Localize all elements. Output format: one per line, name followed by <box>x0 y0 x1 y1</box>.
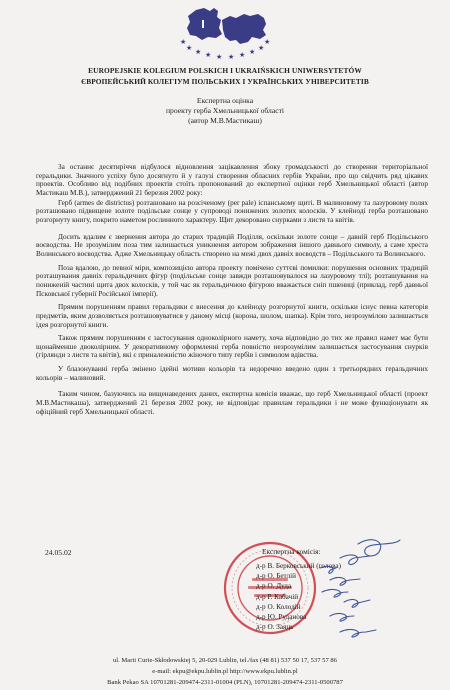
svg-text:★: ★ <box>216 53 223 61</box>
commission-member: д-р О. Бетлій <box>256 572 296 581</box>
org-name-ukrainian: ЄВРОПЕЙСЬКИЙ КОЛЕГІУМ ПОЛЬСЬКИХ І УКРАЇНСЬКИХ УНІВЕРСИТЕТІВ <box>81 77 369 86</box>
svg-text:★: ★ <box>249 48 256 56</box>
org-name-polish: EUROPEJSKIE KOLEGIUM POLSKICH I UKRAIŃSKICH UNIWERSYTETÓW <box>88 66 362 75</box>
body-paragraph: Також прямим порушенням є застосування одноколірного намету, хоча відповідно до тих же правил намет має бути щонайменше двоколірним. У декоративному оформленні герба повністю незрозумілим залишається застосування снурків (гірлянди з листя та квітів), які є приналежністю жіночого типу гербів і символом вдівства. <box>36 334 428 360</box>
commission-member: д-р Ю. Руданова <box>256 612 307 621</box>
title-line-3: (автор М.В.Мастикаш) <box>188 116 262 125</box>
commission-title: Експертна комісія: <box>262 547 321 556</box>
svg-text:★: ★ <box>180 38 187 46</box>
body-paragraph: Таким чином, базуючись на вищенаведених даних, експертна комісія вважає, що герб Хмельницької області (проект М.В.Мастикаша), затверджений 21 березня 2002 року, не відповідає правилам геральдики і не може функціонувати як офіційний герб Хмельницької області. <box>36 390 428 416</box>
svg-text:★: ★ <box>195 48 202 56</box>
footer-email: e-mail: ekpu@ekpu.lublin.pl http://www.ekpu.lublin.pl <box>152 668 298 675</box>
commission-member: д-р Р. Кабачій <box>256 592 299 601</box>
body-paragraph: Герб (armes de districtus) розташовано на розсіченому (per pale) іспанському щиті. В малиновому та лазуровому полях розташовано підвищене золоте подільське сонце у супроводі понижених золотих колосків. У клейноді герба розташовано розгорнуту книгу, покрито наметом рослинного характеру. Щит декоровано снурками з листя та квітів. <box>36 198 428 224</box>
body-paragraph: Поза вдалою, до певної міри, композицією автора проекту помічено суттєві помилки: порушення основних традицій розташування давніх геральдичних фігур (подільське сонце завжди розташовувалося на лазуровому тлі); розташування на пониженій частині щита двох колосків, у той час як геральдичною фігурою вважається сніп пшениці (приклад, герб давньої Псковської губернії Російської імперії). <box>36 263 428 298</box>
svg-text:★: ★ <box>258 44 265 52</box>
body-paragraph: У блазонуванні герба змінено ідейні мотиви кольорів та недоречно введено один з третьорядних геральдичних кольорів – малиновий. <box>36 365 428 382</box>
commission-member: д-р В. Берковський (голова) <box>256 562 341 570</box>
document-title <box>0 96 450 126</box>
svg-text:★: ★ <box>205 51 212 59</box>
footer-address: ul. Marii Curie-Skłodowskiej 5, 20-029 Lublin, tel./fax (48 81) 537 50 17, 537 57 86 <box>113 657 337 664</box>
title-line-2: проекту герба Хмельницької області <box>165 106 285 115</box>
svg-text:★: ★ <box>186 44 193 52</box>
handwritten-signatures <box>300 536 410 648</box>
svg-text:★: ★ <box>264 38 271 46</box>
body-paragraph: За останнє десятиріччя відбулося відновлення зацікавлення збоку громадськості до створення територіальної геральдики. Значного успіху було досягнуто й у галузі створення обласних гербів України, про що свідчить ряд цікавих проектів. Особливо від подібних проектів стоїть пропонований до експертної оцінки герб Хмельницької області (автор Мастикаш М.В.), затверджений 21 березня 2002 року: <box>36 163 428 197</box>
body-paragraph: Прямим порушенням правил геральдики є внесення до клейноду розгорнутої книги, оскільки існує певна категорія предметів, яким дозволяється розташовуватися у даному місці (корона, шолом, шапка). Крім того, незрозумілою залишається ідея розгорнутої книги. <box>36 303 428 329</box>
commission-member: д-р О. Заяць <box>256 623 294 632</box>
document-body <box>36 163 428 421</box>
document-date: 24.05.02 <box>45 548 72 557</box>
svg-text:★: ★ <box>239 51 246 59</box>
title-line-1: Експертна оцінка <box>196 96 254 105</box>
commission-member: д-р О. Дуда <box>256 582 292 591</box>
footer-bank: Bank Pekao SA 10701281-209474-2311-01004 (PLN), 10701281-209474-2311-0500787 <box>107 679 343 686</box>
svg-text:★: ★ <box>228 53 235 61</box>
europe-map-stars-logo <box>178 2 274 64</box>
body-paragraph: Досить вдалим є звернення автора до старих традицій Поділля, оскільки золоте сонце – давній герб Подільського воєводства. Не зрозумілим поза тим залишається уникнення автором зображення іншого давнього символу, а саме хреста Волинського воєводства. Адже Хмельницьку область створено на межі двох давніх воєводств – Подільського та Волинського. <box>36 232 428 258</box>
commission-member: д-р О. Колодій <box>256 602 301 611</box>
